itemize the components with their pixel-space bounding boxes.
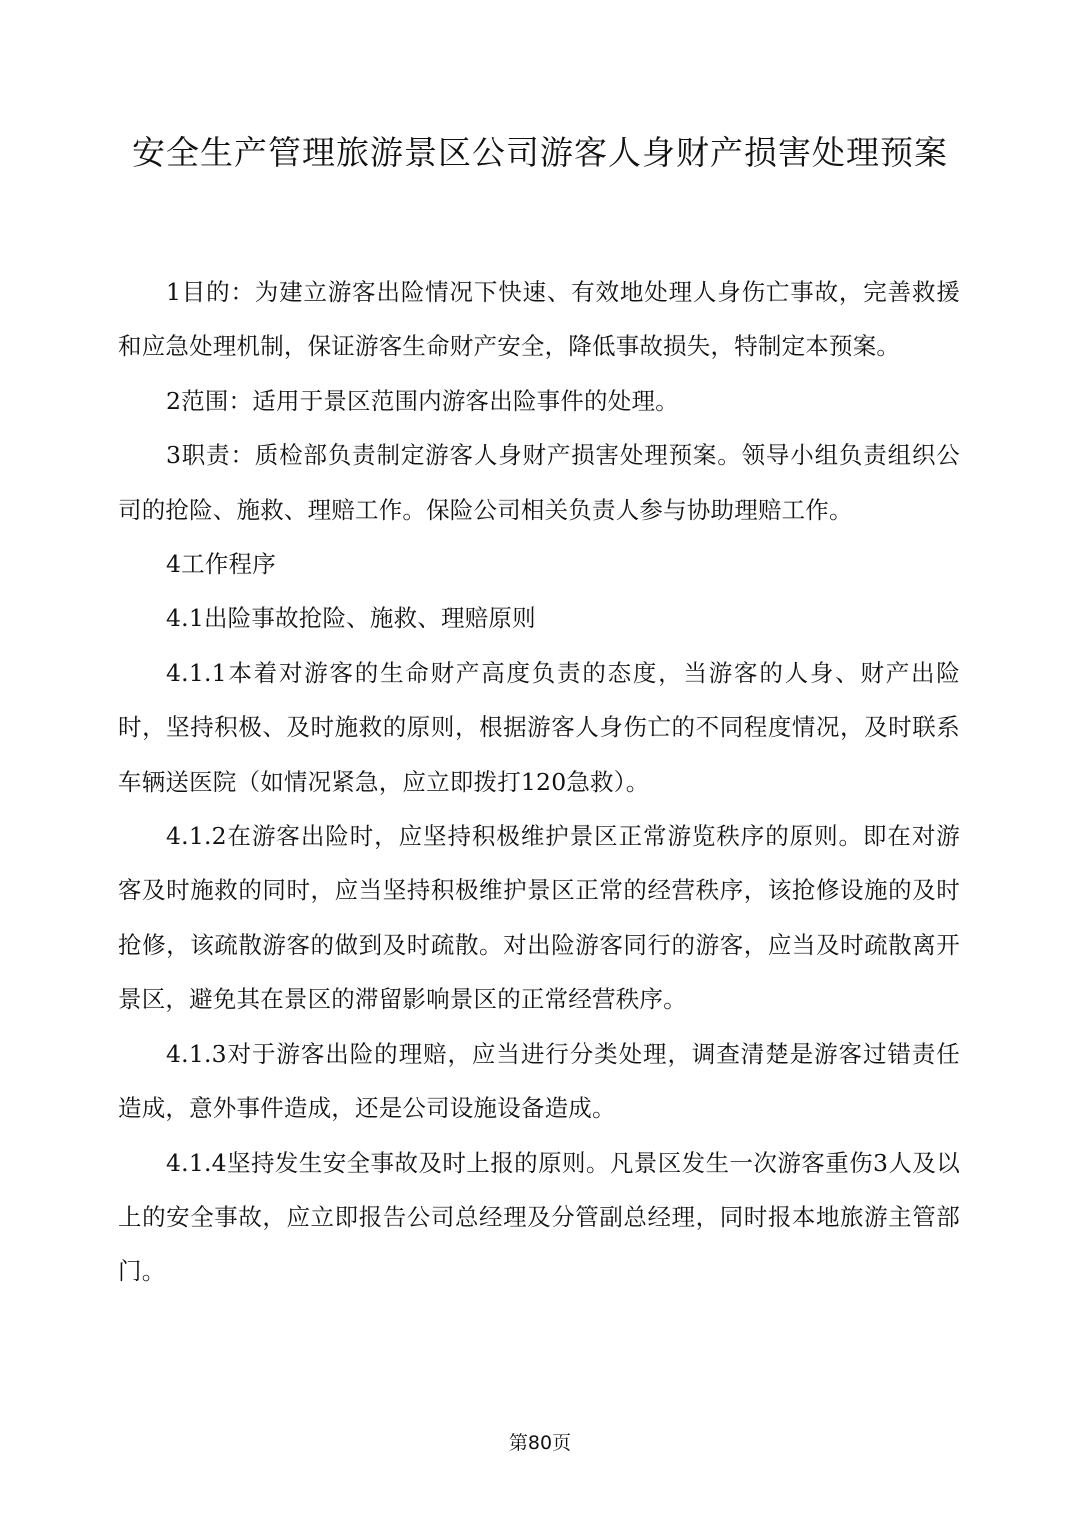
paragraph-procedure-heading: 4工作程序 (166, 550, 276, 579)
paragraph-purpose: 1目的：为建立游客出险情况下快速、有效地处理人身伤亡事故，完善救援和应急处理机制，保证游客生命财产安全，降低事故损失，特制定本预案。 (118, 278, 960, 361)
paragraph-responsibilities: 3职责：质检部负责制定游客人身财产损害处理预案。领导小组负责组织公司的抢险、施救、理赔工作。保险公司相关负责人参与协助理赔工作。 (118, 441, 960, 524)
paragraph-4-1-2: 4.1.2在游客出险时，应坚持积极维护景区正常游览秩序的原则。即在对游客及时施救的同时，应当坚持积极维护景区正常的经营秩序，该抢修设施的及时抢修，该疏散游客的做到及时疏散。对出险游客同行的游客，应当及时疏散离开景区，避免其在景区的滞留影响景区的正常经营秩序。 (118, 822, 960, 1014)
paragraph-4-1-3: 4.1.3对于游客出险的理赔，应当进行分类处理，调查清楚是游客过错责任造成，意外事件造成，还是公司设施设备造成。 (118, 1039, 960, 1123)
paragraph-4-1-4: 4.1.4坚持发生安全事故及时上报的原则。凡景区发生一次游客重伤3人及以上的安全事故，应立即报告公司总经理及分管副总经理，同时报本地旅游主管部门。 (118, 1148, 960, 1286)
paragraph-principles-heading: 4.1出险事故抢险、施救、理赔原则 (166, 604, 536, 633)
paragraph-4-1-1: 4.1.1本着对游客的生命财产高度负责的态度，当游客的人身、财产出险时，坚持积极、及时施救的原则，根据游客人身伤亡的不同程度情况，及时联系车辆送医院（如情况紧急，应立即拨打120急救）。 (118, 658, 960, 796)
document-title: 安全生产管理旅游景区公司游客人身财产损害处理预案 (132, 133, 948, 172)
document-body (118, 265, 960, 1299)
page-number: 第80页 (508, 1432, 572, 1454)
paragraph-scope: 2范围：适用于景区范围内游客出险事件的处理。 (166, 386, 679, 415)
